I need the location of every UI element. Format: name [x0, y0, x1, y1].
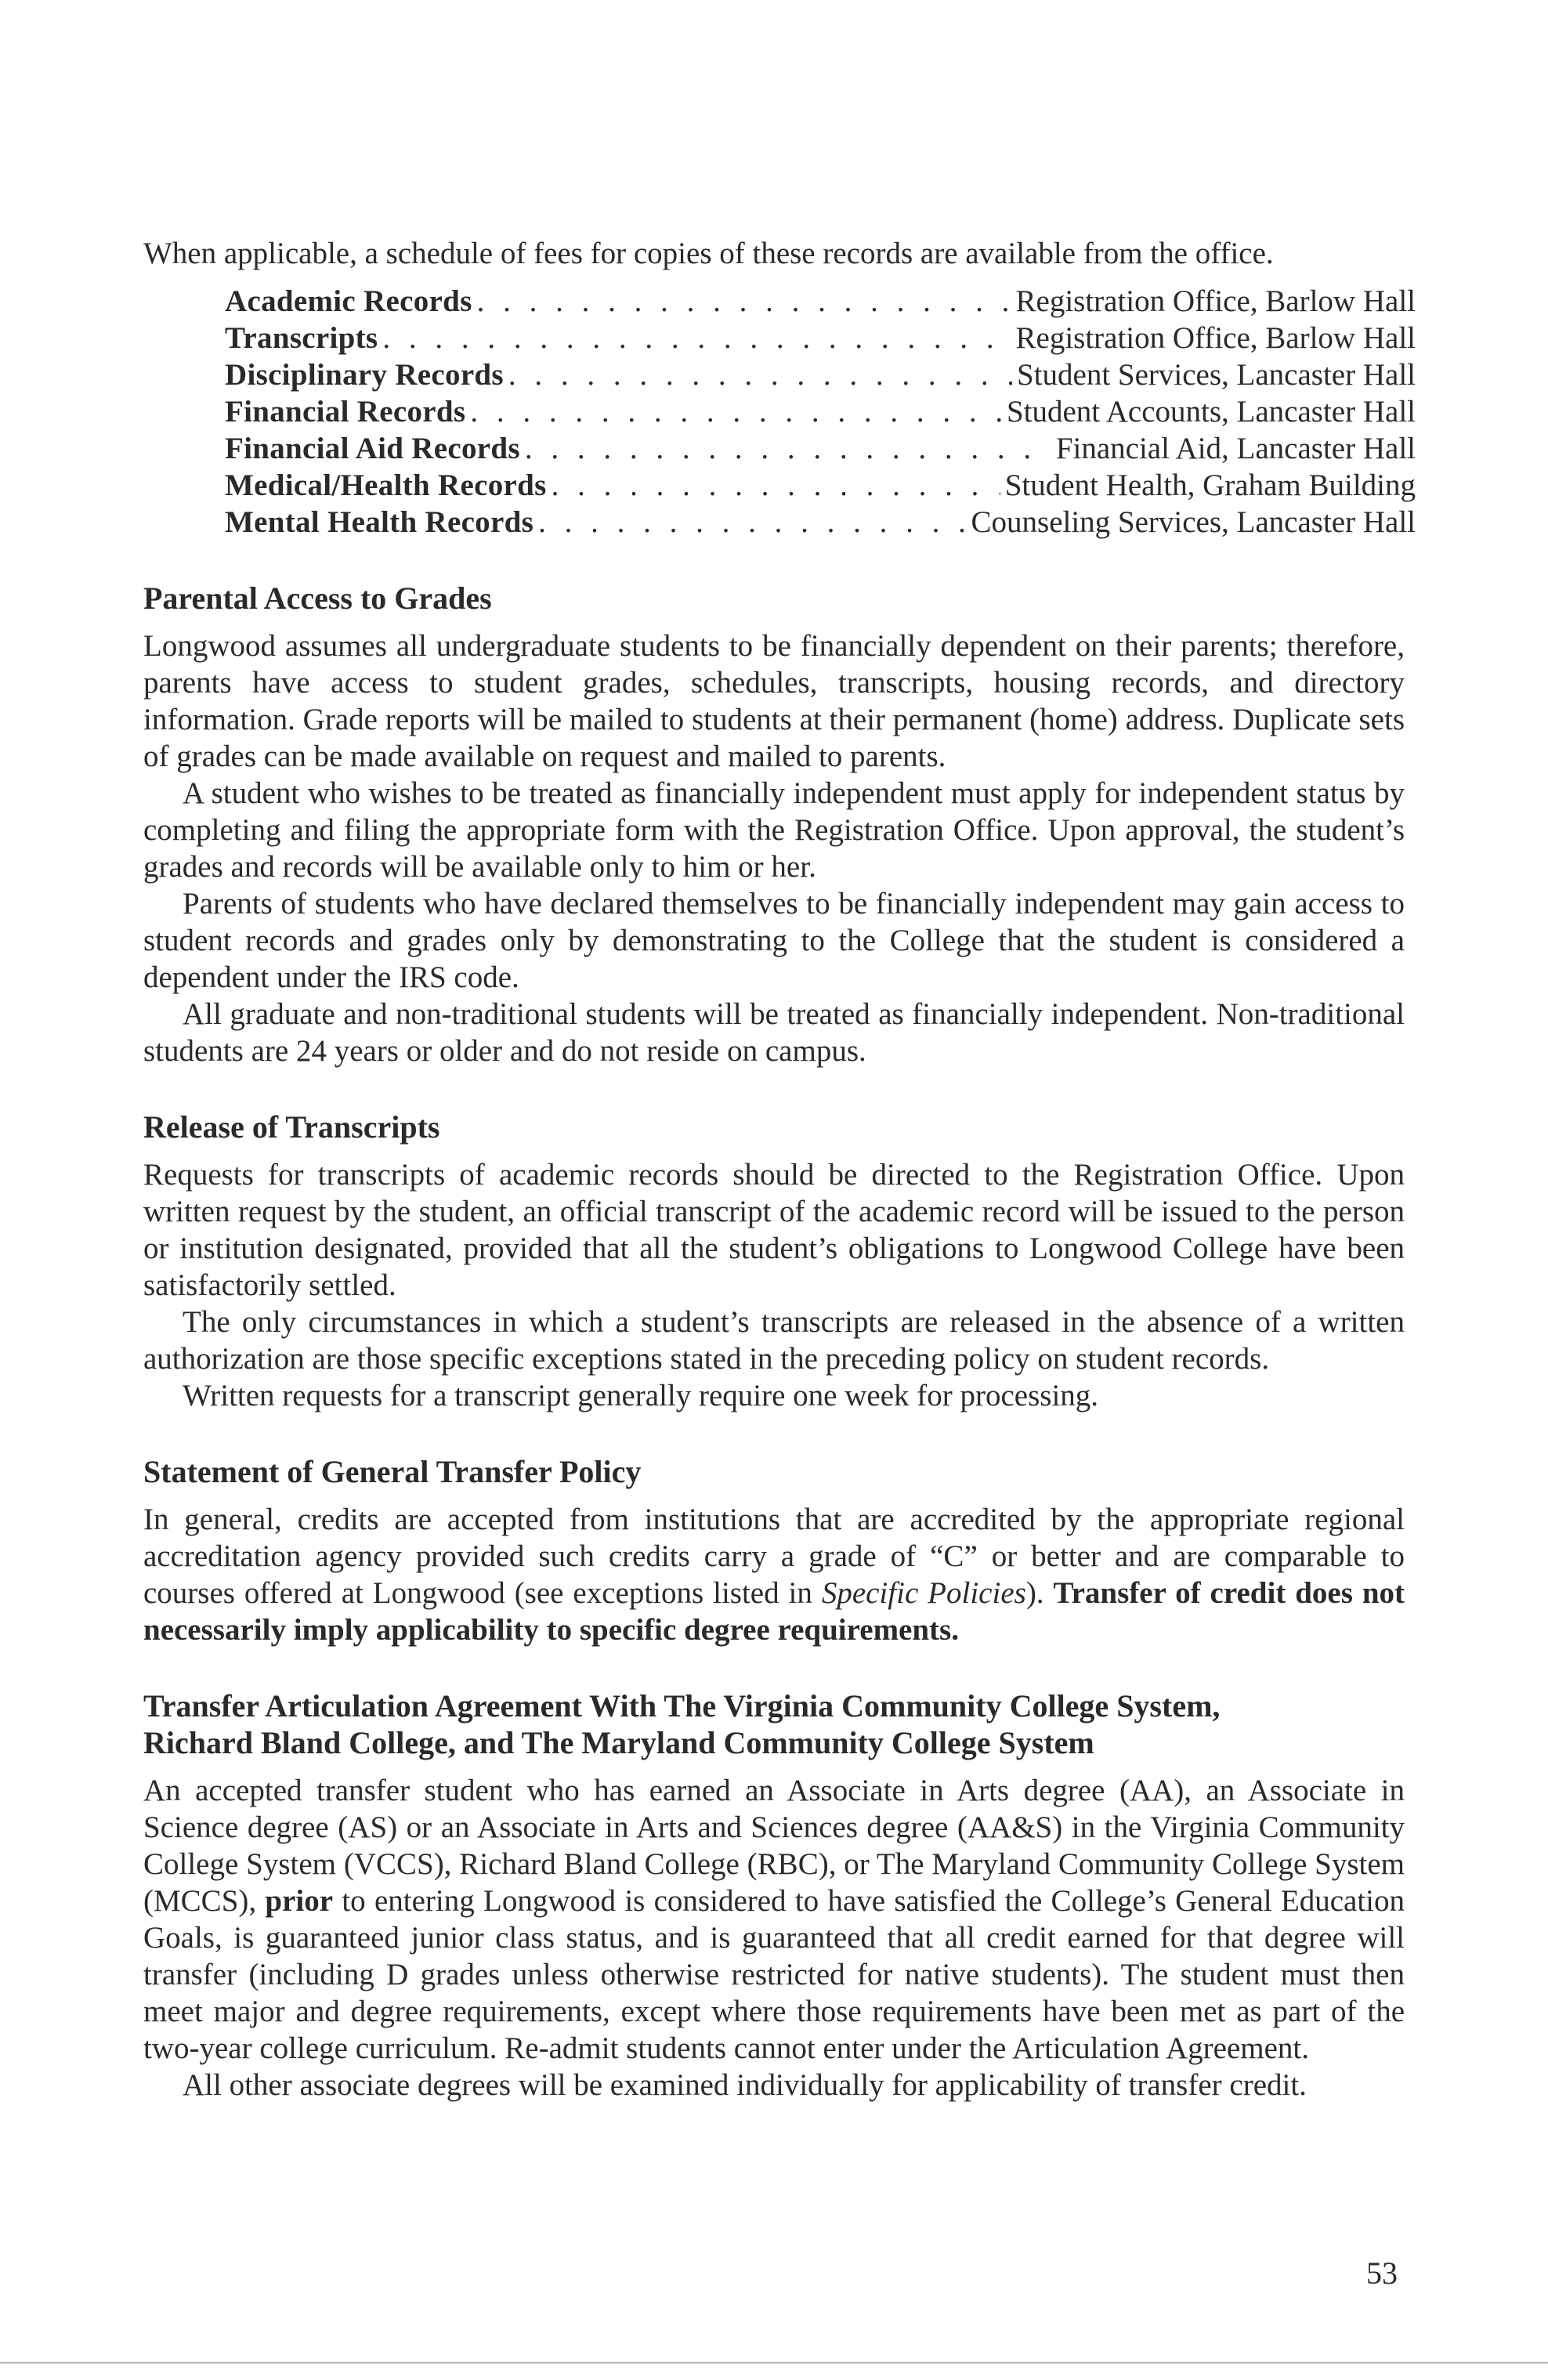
- directory-row: [225, 467, 1416, 504]
- text-run: ).: [1025, 1576, 1044, 1610]
- transfer-policy-section: [143, 1453, 1405, 1648]
- directory-row: [225, 320, 1416, 356]
- leader-dots: [382, 320, 1011, 356]
- parental-access-section: [143, 580, 1405, 1069]
- page-number: 53: [1366, 2255, 1398, 2291]
- record-name: Mental Health Records: [225, 505, 534, 539]
- leader-dots: [508, 356, 1012, 393]
- paragraph: A student who wishes to be treated as financially independent must apply for independent status by completing and filing the appropriate form with the Registration Office. Upon approval, the student’s grades and records will be available only to him or her.: [143, 776, 1405, 884]
- bold-statement: Transfer of credit does not necessarily imply applicability to specific degree requirements.: [143, 1576, 1405, 1647]
- section-heading: Parental Access to Grades: [143, 581, 492, 616]
- leader-dots: [552, 467, 1000, 504]
- record-name: Financial Aid Records: [225, 432, 520, 465]
- leader-dots: [525, 430, 1051, 467]
- italic-reference: Specific Policies: [821, 1576, 1026, 1610]
- paragraph: [143, 1772, 1405, 2067]
- section-heading: Statement of General Transfer Policy: [143, 1454, 642, 1489]
- text-run: In general, credits are accepted from institutions that are accredited by the appropriate regional accreditation agency provided such credits carry a grade of “C” or better and are comparable to courses offered at Longwood (see exceptions listed in: [143, 1503, 1405, 1610]
- leader-dots: [477, 283, 1011, 320]
- paragraph: Requests for transcripts of academic records should be directed to the Registration Office. Upon written request by the student, an official transcript of the academic record will be issued to the person or institution designated, provided that all the student’s obligations to Longwood College have been satisfactorily settled.: [143, 1158, 1405, 1302]
- paragraph: Parents of students who have declared themselves to be financially independent may gain access to student records and grades only by demonstrating to the College that the student is considered a dependent under the IRS code.: [143, 887, 1405, 994]
- paragraph: All graduate and non-traditional students will be treated as financially independent. Non-traditional students are 24 years or older and do not reside on campus.: [143, 997, 1405, 1068]
- record-location: Counseling Services, Lancaster Hall: [971, 505, 1416, 539]
- record-name: Medical/Health Records: [225, 468, 547, 502]
- directory-row: [225, 504, 1416, 541]
- heading-line: Transfer Articulation Agreement With The Virginia Community College System,: [143, 1688, 1221, 1724]
- section-heading: Release of Transcripts: [143, 1109, 440, 1145]
- record-location: Registration Office, Barlow Hall: [1015, 321, 1416, 355]
- paragraph: All other associate degrees will be examined individually for applicability of transfer credit.: [183, 2068, 1307, 2102]
- record-name: Disciplinary Records: [225, 358, 504, 392]
- paragraph: The only circumstances in which a student’s transcripts are released in the absence of a written authorization are those specific exceptions stated in the preceding policy on student records.: [143, 1305, 1405, 1376]
- record-name: Financial Records: [225, 395, 466, 429]
- record-location: Student Accounts, Lancaster Hall: [1006, 395, 1416, 429]
- record-name: Academic Records: [225, 284, 472, 318]
- page-content: [143, 235, 1416, 2103]
- section-heading: [143, 1687, 1405, 1761]
- leader-dots: [470, 393, 1002, 430]
- directory-row: [225, 430, 1416, 467]
- paragraph: [143, 1501, 1405, 1648]
- record-location: Student Services, Lancaster Hall: [1017, 358, 1416, 392]
- directory-row: [225, 283, 1416, 320]
- articulation-section: [143, 1687, 1405, 2103]
- directory-row: [225, 393, 1416, 430]
- text-run: An accepted transfer student who has earned an Associate in Arts degree (AA), an Associate in Science degree (AS) or an Associate in Arts and Sciences degree (AA&S) in the Virginia Community College System (VCCS), Richard Bland College (RBC), or The Maryland Community College System (MCCS),: [143, 1774, 1405, 1918]
- text-run: to entering Longwood is considered to have satisfied the College’s General Education Goals, is guaranteed junior class status, and is guaranteed that all credit earned for that degree will transfer (including D grades unless otherwise restricted for native students). The student must then meet major and degree requirements, except where those requirements have been met as part of the two-year college curriculum. Re-admit students cannot enter under the Articulation Agreement.: [143, 1884, 1405, 2065]
- leader-dots: [538, 504, 966, 541]
- release-transcripts-section: [143, 1109, 1405, 1414]
- paragraph: Written requests for a transcript generally require one week for processing.: [183, 1379, 1099, 1412]
- record-location: Student Health, Graham Building: [1004, 468, 1416, 502]
- heading-line: Richard Bland College, and The Maryland Community College System: [143, 1725, 1094, 1760]
- record-location: Registration Office, Barlow Hall: [1015, 284, 1416, 318]
- record-location: Financial Aid, Lancaster Hall: [1055, 432, 1416, 465]
- directory-row: [225, 356, 1416, 393]
- bold-word: prior: [265, 1884, 334, 1918]
- footer-rule: [0, 2362, 1548, 2364]
- paragraph: Longwood assumes all undergraduate students to be financially dependent on their parents; therefore, parents have access to student grades, schedules, transcripts, housing records, and directory information. Grade reports will be mailed to students at their permanent (home) address. Duplicate sets of grades can be made available on request and mailed to parents.: [143, 629, 1405, 773]
- records-directory: [225, 283, 1416, 541]
- intro-text: When applicable, a schedule of fees for copies of these records are available from the office.: [143, 237, 1274, 270]
- record-name: Transcripts: [225, 321, 378, 355]
